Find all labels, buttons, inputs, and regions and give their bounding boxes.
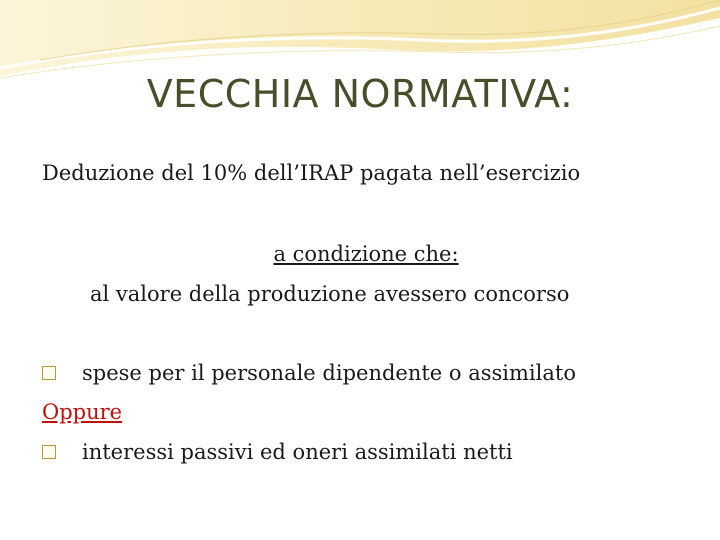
condition-heading-line (0, 242, 720, 266)
intro-text: Deduzione del 10% dell’IRAP pagata nell’esercizio (42, 161, 581, 185)
bullet-item (42, 361, 576, 385)
checkbox-bullet-icon (42, 445, 56, 459)
alternative-label: Oppure (42, 400, 123, 424)
condition-text: al valore della produzione avessero concorso (90, 282, 570, 306)
checkbox-bullet-icon (42, 366, 56, 380)
slide-title: VECCHIA NORMATIVA: (146, 72, 574, 116)
bullet-text: interessi passivi ed oneri assimilati netti (82, 440, 513, 464)
bullet-text: spese per il personale dipendente o assimilato (82, 361, 576, 385)
header-wave-decoration (0, 0, 720, 80)
condition-heading: a condizione che: (273, 242, 459, 266)
bullet-item (42, 440, 513, 464)
